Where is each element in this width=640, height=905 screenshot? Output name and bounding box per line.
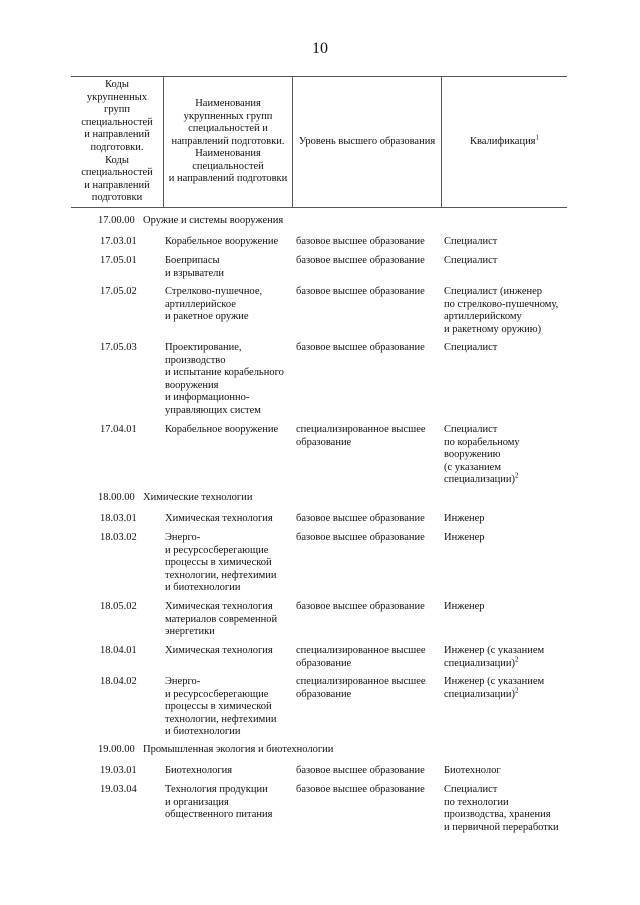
group-row [0, 489, 640, 509]
table-header [71, 76, 567, 208]
qualification-text: Инженер [444, 601, 485, 612]
group-row [0, 741, 640, 761]
qualification-text: Специалист (инженер по стрелково-пушечному, артиллерийскому и ракетному оружию) [444, 286, 559, 335]
specialty-name: Химическая технология [165, 645, 273, 656]
qualification-text: Инженер [444, 513, 485, 524]
specialty-name: Боеприпасы и взрыватели [165, 255, 224, 279]
group-name: Оружие и системы вооружения [143, 215, 284, 226]
education-level: специализированное высшее образование [296, 645, 426, 669]
specialty-code: 17.03.01 [100, 236, 137, 247]
education-level: базовое высшее образование [296, 236, 425, 247]
specialty-name: Энерго- и ресурсосберегающие процессы в химической технологии, нефтехимии и биотехнологии [165, 532, 277, 594]
footnote-marker: 1 [535, 133, 540, 142]
qualification-text: Инженер (с указанием специализации) [444, 676, 545, 700]
header-codes-text: Коды укрупненных групп специальностей и направлений подготовки. Коды специальностей и направлений подготовки [81, 79, 153, 204]
specialty-code: 18.04.01 [100, 645, 137, 656]
education-level: базовое высшее образование [296, 601, 425, 612]
specialty-name: Стрелково-пушечное, артиллерийское и ракетное оружие [165, 286, 263, 323]
header-qualification [442, 77, 567, 207]
page-number: 10 [312, 40, 328, 57]
education-level: базовое высшее образование [296, 532, 425, 543]
education-level: специализированное высшее образование [296, 676, 426, 700]
header-codes [71, 77, 163, 207]
qualification [444, 784, 574, 834]
education-level: базовое высшее образование [296, 255, 425, 266]
qualification [444, 236, 574, 249]
qualification [444, 765, 574, 778]
specialty-code: 19.03.04 [100, 784, 137, 795]
specialty-name: Технология продукции и организация общественного питания [165, 784, 273, 821]
header-level-text: Уровень высшего образования [298, 135, 436, 147]
table-row [0, 338, 640, 420]
qualification [444, 676, 574, 701]
group-name: Химические технологии [143, 492, 253, 503]
table-row [0, 672, 640, 741]
specialty-name: Химическая технология материалов современной энергетики [165, 601, 278, 638]
table-row [0, 528, 640, 597]
specialty-code: 18.04.02 [100, 676, 137, 687]
specialty-name: Биотехнология [165, 765, 233, 776]
qualification [444, 645, 574, 670]
table-row [0, 251, 640, 282]
specialty-code: 18.03.02 [100, 532, 137, 543]
group-code: 17.00.00 [98, 215, 135, 226]
table-body [0, 212, 640, 836]
specialty-code: 18.03.01 [100, 513, 137, 524]
qualification [444, 286, 574, 336]
education-level: базовое высшее образование [296, 765, 425, 776]
specialty-code: 17.04.01 [100, 424, 137, 435]
qualification-text: Специалист [444, 236, 498, 247]
specialty-name: Химическая технология [165, 513, 273, 524]
header-level [293, 77, 441, 207]
qualification [444, 532, 574, 545]
footnote-marker: 2 [514, 655, 519, 664]
education-level: базовое высшее образование [296, 342, 425, 353]
qualification-text: Инженер (с указанием специализации) [444, 645, 545, 669]
header-names [164, 77, 292, 207]
education-level: базовое высшее образование [296, 513, 425, 524]
qualification [444, 342, 574, 355]
qualification-text: Специалист по технологии производства, хранения и первичной переработки [444, 784, 559, 833]
table-row [0, 420, 640, 489]
qualification-text: Инженер [444, 532, 485, 543]
table-row [0, 597, 640, 641]
group-code: 18.00.00 [98, 492, 135, 503]
specialty-code: 18.05.02 [100, 601, 137, 612]
footnote-marker: 2 [514, 471, 519, 480]
qualification-text: Специалист [444, 255, 498, 266]
qualification [444, 424, 574, 487]
table-row [0, 282, 640, 338]
qualification-text: Специалист [444, 342, 498, 353]
qualification [444, 601, 574, 614]
specialty-code: 19.03.01 [100, 765, 137, 776]
specialty-name: Корабельное вооружение [165, 424, 279, 435]
table-row [0, 641, 640, 672]
table-row [0, 780, 640, 836]
qualification [444, 255, 574, 268]
education-level: базовое высшее образование [296, 784, 425, 795]
table-row [0, 761, 640, 780]
header-qualification-text: Квалификация [469, 135, 536, 147]
group-code: 19.00.00 [98, 744, 135, 755]
footnote-marker: 2 [514, 686, 519, 695]
education-level: специализированное высшее образование [296, 424, 426, 448]
specialty-code: 17.05.02 [100, 286, 137, 297]
education-level: базовое высшее образование [296, 286, 425, 297]
group-name: Промышленная экология и биотехнологии [143, 744, 334, 755]
table-row [0, 509, 640, 528]
specialty-name: Энерго- и ресурсосберегающие процессы в химической технологии, нефтехимии и биотехнологии [165, 676, 277, 738]
group-row [0, 212, 640, 232]
qualification [444, 513, 574, 526]
specialty-name: Корабельное вооружение [165, 236, 279, 247]
qualification-text: Специалист по корабельному вооружению (с указанием специализации) [444, 424, 520, 486]
qualification-text: Биотехнолог [444, 765, 501, 776]
specialty-code: 17.05.03 [100, 342, 137, 353]
table-row [0, 232, 640, 251]
header-names-text: Наименования укрупненных групп специальностей и направлений подготовки. Наименования специальностей и направлений подготовки [168, 97, 288, 185]
specialty-name: Проектирование, производство и испытание корабельного вооружения и информационно- управляющих систем [165, 342, 284, 416]
specialty-code: 17.05.01 [100, 255, 137, 266]
